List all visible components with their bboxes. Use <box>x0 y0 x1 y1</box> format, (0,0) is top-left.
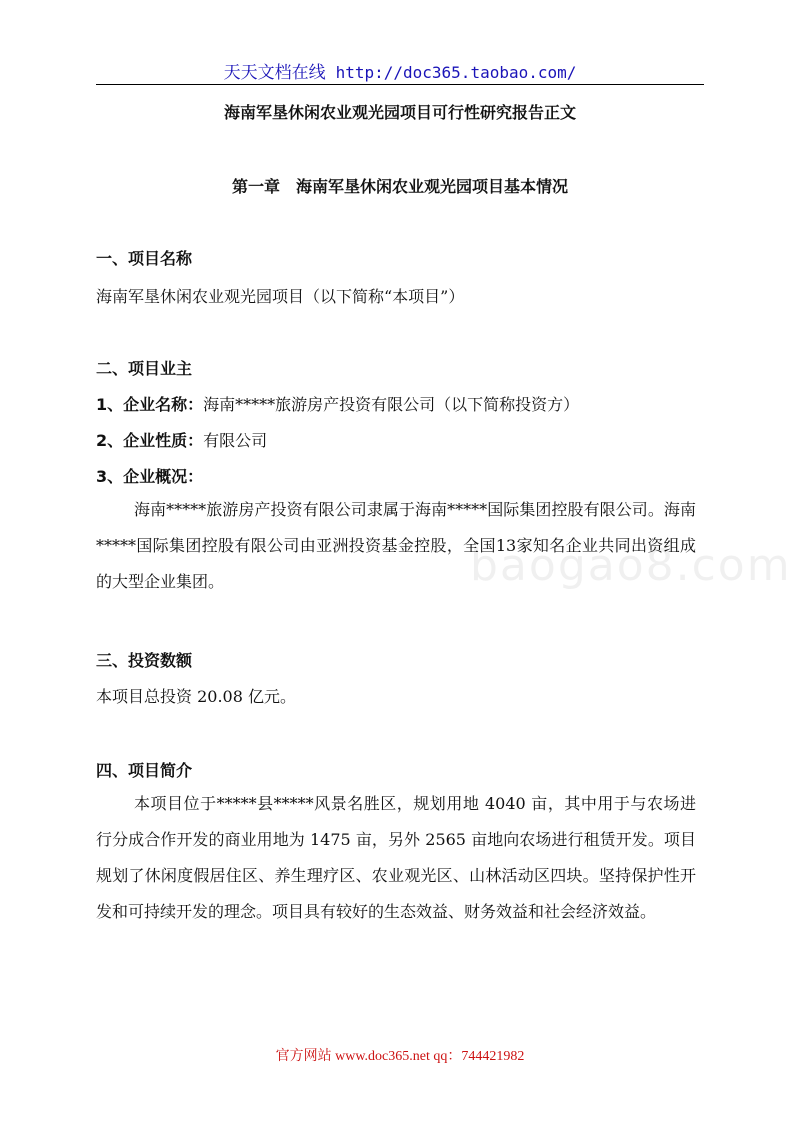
page-footer: 官方网站 www.doc365.net qq：744421982 <box>275 1049 525 1064</box>
company-type-value: 有限公司 <box>203 431 268 450</box>
investment-amount-text: 本项目总投资 20.08 亿元。 <box>96 687 296 706</box>
company-name-label: 1、企业名称： <box>96 395 204 414</box>
company-overview-paragraph: 海南*****旅游房产投资有限公司隶属于海南*****国际集团控股有限公司。海南*****国际集团控股有限公司由亚洲投资基金控股，全国13家知名企业共同出资组成的大型企业集团。 <box>96 500 696 591</box>
section-heading-project-owner: 二、项目业主 <box>96 359 193 378</box>
header-site-name: 天天文档在线 <box>223 63 326 83</box>
page-header <box>96 58 704 83</box>
section-heading-project-name: 一、项目名称 <box>96 249 193 268</box>
header-divider <box>96 84 704 85</box>
owner-item-company-name <box>96 392 579 415</box>
company-name-value: 海南*****旅游房产投资有限公司（以下简称投资方） <box>203 395 580 414</box>
section-heading-investment: 三、投资数额 <box>96 651 193 670</box>
project-name-text: 海南军垦休闲农业观光园项目（以下简称“本项目”） <box>96 287 465 306</box>
company-type-label: 2、企业性质： <box>96 431 204 450</box>
section-heading-project-intro: 四、项目简介 <box>96 761 193 780</box>
owner-item-overview <box>96 464 203 487</box>
chapter-title: 第一章 海南军垦休闲农业观光园项目基本情况 <box>231 177 568 196</box>
document-title: 海南军垦休闲农业观光园项目可行性研究报告正文 <box>223 103 576 122</box>
overview-label: 3、企业概况： <box>96 467 204 486</box>
owner-item-company-type <box>96 428 267 451</box>
header-url-link[interactable]: http://doc365.taobao.com/ <box>335 63 577 82</box>
watermark: baogao8.com <box>470 540 792 591</box>
project-intro-paragraph: 本项目位于*****县*****风景名胜区，规划用地 4040 亩，其中用于与农场进行分成合作开发的商业用地为 1475 亩，另外 2565 亩地向农场进行租赁开发。项目规划了休闲度假居住区、养生理疗区、农业观光区、山林活动区四块。坚持保护性开发和可持续开发的理念。项目具有较好的生态效益、财务效益和社会经济效益。 <box>96 794 696 921</box>
